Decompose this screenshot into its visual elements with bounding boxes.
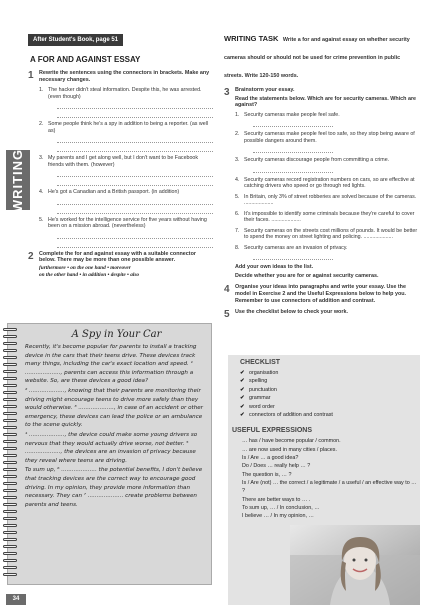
decide-text: Decide whether you are for or against security cameras. <box>235 272 379 279</box>
exercise-instruction: Rewrite the sentences using the connectors in brackets. Make any necessary changes. <box>39 70 210 83</box>
statement-item: 5. In Britain, only 3% of street robberies are solved because of the cameras. .................... <box>235 193 417 207</box>
answer-line[interactable] <box>253 146 333 153</box>
book-reference: After Student's Book, page 51 <box>28 34 123 46</box>
exercise-item: 3. My parents and I get along well, but I don't want to be Facebook friends with them. (however) <box>39 155 213 186</box>
binding-ring <box>3 356 17 359</box>
binding-ring <box>3 440 17 443</box>
binding-ring <box>3 573 17 576</box>
expression-item: Is / Are … a good idea? <box>242 455 299 462</box>
binding-ring <box>3 419 17 422</box>
check-icon: ✔ <box>240 378 245 385</box>
checklist-item[interactable]: ✔ punctuation <box>240 386 277 393</box>
binding-ring <box>3 391 17 394</box>
expression-item: There are better ways to … . <box>242 496 311 503</box>
statement-item: 1. Security cameras make people feel safe. <box>235 112 420 128</box>
expression-item: I believe … / In my opinion, … <box>242 513 314 520</box>
answer-line[interactable] <box>57 102 213 109</box>
binding-ring <box>3 517 17 520</box>
answer-line[interactable] <box>57 241 213 248</box>
essay-title: A Spy in Your Car <box>71 329 162 340</box>
exercise-2 <box>28 251 213 279</box>
expression-item: To sum up, … / In conclusion, … <box>242 504 320 511</box>
statement-list <box>235 112 420 261</box>
binding-ring <box>3 545 17 548</box>
exercise-1-items <box>39 87 213 248</box>
check-icon: ✔ <box>240 403 245 410</box>
binding-ring <box>3 328 17 331</box>
binding-ring <box>3 398 17 401</box>
answer-line[interactable] <box>253 253 333 260</box>
statement-item: 7. Security cameras on the streets cost millions of pounds. It would be better to spend the money on street lighting and policing. .................... <box>235 227 418 241</box>
section-side-tab: WRITING <box>6 150 30 210</box>
exercise-1 <box>28 70 213 248</box>
left-column <box>28 28 213 279</box>
essay-paragraph: To sum up, ⁶ .................... the potential benefits, I don't believe that tracking devices are the correct way to encourage good driving. In my opinion, they provide more information than necessary. They can ⁷ .................... create problems between parents and teens. <box>25 467 203 508</box>
exercise-3 <box>224 87 420 279</box>
useful-expressions-heading: USEFUL EXPRESSIONS <box>232 427 313 435</box>
binding-ring <box>3 342 17 345</box>
statement-item: 3. Security cameras discourage people from committing a crime. <box>235 157 420 173</box>
expression-item: The question is, … ? <box>242 471 292 478</box>
check-icon: ✔ <box>240 386 245 393</box>
binding-ring <box>3 454 17 457</box>
exercise-item: 1. The hacker didn't steal information. Despite this, he was arrested. (even though) <box>39 87 213 118</box>
notebook-binding <box>3 328 17 582</box>
binding-ring <box>3 552 17 555</box>
checklist-item[interactable]: ✔ connectors of addition and contrast <box>240 412 333 419</box>
binding-ring <box>3 384 17 387</box>
essay-body <box>25 329 208 510</box>
binding-ring <box>3 482 17 485</box>
statement-item: 6. It's impossible to identify some criminals because they're careful to cover their faces. .................... <box>235 210 415 224</box>
binding-ring <box>3 524 17 527</box>
answer-line[interactable] <box>57 198 213 205</box>
connector-list: on the other hand • in addition • despite • also <box>39 272 140 279</box>
binding-ring <box>3 412 17 415</box>
binding-ring <box>3 510 17 513</box>
exercise-number: 1 <box>28 70 34 81</box>
binding-ring <box>3 468 17 471</box>
exercise-5 <box>224 309 420 321</box>
binding-ring <box>3 475 17 478</box>
exercise-instruction: Brainstorm your essay. <box>235 87 295 93</box>
binding-ring <box>3 489 17 492</box>
statement-item: 8. Security cameras are an invasion of privacy. <box>235 245 420 261</box>
answer-line[interactable] <box>253 166 333 173</box>
binding-ring <box>3 335 17 338</box>
binding-ring <box>3 559 17 562</box>
section-title: A FOR AND AGAINST ESSAY <box>30 55 141 64</box>
check-icon: ✔ <box>240 370 245 376</box>
checklist <box>240 369 420 419</box>
answer-line[interactable] <box>57 136 213 143</box>
exercise-instruction: Use the checklist below to check your work. <box>235 309 348 316</box>
checklist-item[interactable]: ✔ grammar <box>240 395 271 402</box>
check-icon: ✔ <box>240 395 245 402</box>
exercise-instruction: Complete the for and against essay with a suitable connector below. There may be more than one possible answer. <box>39 250 196 264</box>
statement-item: 4. Security cameras record registration numbers on cars, so are effective at catching drivers who speed or go through red lights. <box>235 176 415 190</box>
checklist-item[interactable]: ✔ spelling <box>240 378 268 385</box>
exercise-subinstruction: Read the statements below. Which are for security cameras. Which are against? <box>235 95 417 109</box>
notebook-essay <box>7 323 212 585</box>
answer-line[interactable] <box>57 179 213 186</box>
answer-line[interactable] <box>253 120 333 127</box>
binding-ring <box>3 363 17 366</box>
essay-paragraph: ⁴ ...................., the device could make some young drivers so nervous that they would actually drive worse, not better. ⁵ ...................., the devices are an invasion of privacy because they reveal where teens are driving. <box>25 431 198 464</box>
exercise-number: 4 <box>224 284 230 296</box>
binding-ring <box>3 503 17 506</box>
writing-task-heading: WRITING TASK <box>224 34 279 43</box>
answer-line[interactable] <box>57 145 213 152</box>
binding-ring <box>3 538 17 541</box>
exercise-item: 2. Some people think he's a spy in addition to being a reporter. (as well as) <box>39 121 213 152</box>
expression-item: … are now used in many cities / places. <box>242 446 337 453</box>
exercise-number: 3 <box>224 87 230 98</box>
add-ideas-text: Add your own ideas to the list. <box>235 264 314 271</box>
checklist-heading: CHECKLIST <box>240 359 281 366</box>
answer-line[interactable] <box>57 170 213 177</box>
expression-item: Is / Are (not) … the correct / a legitimate / a useful / an effective way to … ? <box>242 479 417 495</box>
binding-ring <box>3 461 17 464</box>
expression-item: … has / have become popular / common. <box>242 438 341 445</box>
teen-girl-photo <box>290 525 420 605</box>
page-number: 34 <box>6 594 26 605</box>
binding-ring <box>3 349 17 352</box>
teen-girl-photo-icon <box>290 525 420 605</box>
right-column <box>224 28 420 321</box>
writing-task <box>224 28 420 82</box>
exercise-4 <box>224 284 420 304</box>
exercise-item: 5. He's worked for the intelligence service for five years without having been on a mission abroad. (nevertheless) <box>39 217 213 248</box>
checklist-item[interactable]: ✔ organisation <box>240 370 279 376</box>
binding-ring <box>3 531 17 534</box>
answer-line[interactable] <box>57 232 213 239</box>
binding-ring <box>3 566 17 569</box>
binding-ring <box>3 447 17 450</box>
essay-paragraph: ² ...................., knowing that their parents are monitoring their driving might encourage teens to drive more safely than they would otherwise. ³ ...................., in case of an accident or other emergency, these devices can lead the police or an ambulance to the scene quickly. <box>25 387 203 429</box>
statement-item: 2. Security cameras make people feel too safe, so they stop being aware of possible dangers around them. <box>235 131 420 153</box>
binding-ring <box>3 370 17 373</box>
checklist-item[interactable]: ✔ word order <box>240 403 275 410</box>
check-icon: ✔ <box>240 412 245 419</box>
answer-line[interactable] <box>57 111 213 118</box>
binding-ring <box>3 377 17 380</box>
answer-line[interactable] <box>57 207 213 214</box>
binding-ring <box>3 433 17 436</box>
binding-ring <box>3 496 17 499</box>
writing-task-text: Write a for and against essay on whether security cameras should or should not be used for crime prevention in public streets. Write 120-150 words. <box>224 37 410 79</box>
exercise-number: 5 <box>224 309 230 321</box>
useful-expressions <box>242 437 420 520</box>
exercise-instruction: Organise your ideas into paragraphs and write your essay. Use the model in Exercise 2 and the Useful Expressions below to help you. Remember to use connectors of addition and contrast. <box>235 284 407 304</box>
binding-ring <box>3 405 17 408</box>
exercise-number: 2 <box>28 250 34 262</box>
connector-list: furthermore • on the one hand • moreover <box>39 264 131 271</box>
exercise-item: 4. He's got a Canadian and a British passport. (in addition) <box>39 189 213 214</box>
expression-item: Do / Does … really help … ? <box>242 463 311 470</box>
essay-paragraph: Recently, it's become popular for parents to install a tracking device in the cars that their teens drive. These devices track many things, including the car's exact location and speed. ¹ ...................., parents can access this information through a website. So, are these devices a good idea? <box>25 344 197 385</box>
binding-ring <box>3 426 17 429</box>
